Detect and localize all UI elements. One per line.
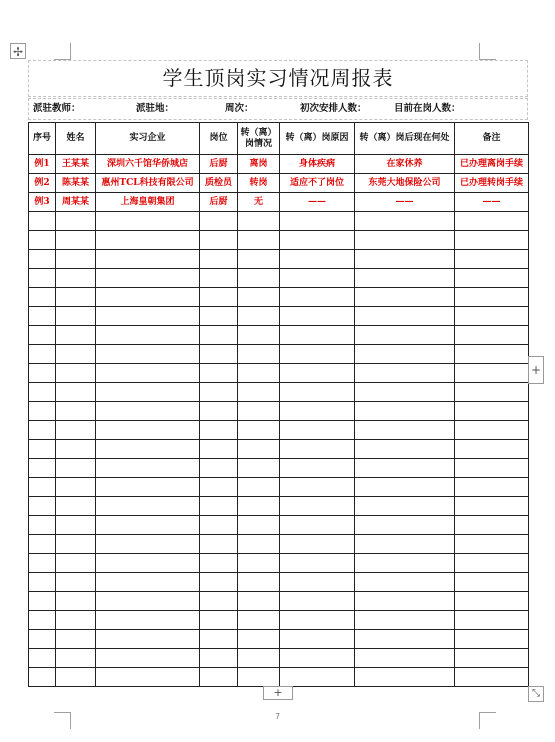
table-cell[interactable]: [29, 611, 56, 630]
table-cell[interactable]: [56, 478, 96, 497]
table-cell[interactable]: [200, 592, 238, 611]
table-cell[interactable]: [280, 421, 355, 440]
table-cell[interactable]: [96, 212, 200, 231]
table-cell[interactable]: [96, 630, 200, 649]
table-cell[interactable]: [56, 668, 96, 687]
table-cell[interactable]: [455, 364, 529, 383]
table-cell[interactable]: [238, 402, 280, 421]
table-cell[interactable]: [56, 326, 96, 345]
table-cell[interactable]: [280, 554, 355, 573]
table-cell[interactable]: [355, 611, 455, 630]
table-cell[interactable]: [355, 535, 455, 554]
table-cell[interactable]: [56, 402, 96, 421]
table-cell[interactable]: [56, 288, 96, 307]
table-cell[interactable]: [238, 516, 280, 535]
table-cell[interactable]: [96, 269, 200, 288]
table-cell[interactable]: [200, 383, 238, 402]
table-cell[interactable]: [238, 649, 280, 668]
table-cell[interactable]: [56, 611, 96, 630]
table-cell[interactable]: [280, 459, 355, 478]
table-row-example: [29, 193, 529, 212]
table-cell[interactable]: [29, 345, 56, 364]
table-cell[interactable]: [280, 516, 355, 535]
table-cell[interactable]: [355, 269, 455, 288]
table-cell[interactable]: 无: [238, 193, 280, 212]
table-cell[interactable]: [355, 459, 455, 478]
table-cell[interactable]: [29, 231, 56, 250]
table-cell[interactable]: [96, 649, 200, 668]
table-cell[interactable]: 已办理离岗手续: [455, 155, 529, 174]
table-cell[interactable]: [455, 383, 529, 402]
table-cell[interactable]: [455, 516, 529, 535]
table-cell[interactable]: [355, 326, 455, 345]
page-number: 7: [274, 712, 281, 721]
table-cell[interactable]: [56, 212, 96, 231]
table-cell[interactable]: [455, 611, 529, 630]
table-cell[interactable]: [455, 554, 529, 573]
table-cell[interactable]: [29, 421, 56, 440]
table-cell[interactable]: [355, 668, 455, 687]
table-row: [29, 345, 529, 364]
header-cell[interactable]: 序号: [29, 123, 56, 155]
table-cell[interactable]: 深圳六千馆华侨城店: [96, 155, 200, 174]
table-cell[interactable]: [200, 668, 238, 687]
table-cell[interactable]: [238, 345, 280, 364]
table-cell[interactable]: 质检员: [200, 174, 238, 193]
table-cell[interactable]: [280, 573, 355, 592]
table-cell[interactable]: [200, 421, 238, 440]
table-cell[interactable]: [280, 345, 355, 364]
table-cell[interactable]: [200, 497, 238, 516]
table-cell[interactable]: [455, 212, 529, 231]
table-cell[interactable]: [280, 326, 355, 345]
table-cell[interactable]: [96, 592, 200, 611]
table-cell[interactable]: [455, 326, 529, 345]
table-cell[interactable]: [200, 440, 238, 459]
table-cell[interactable]: [455, 535, 529, 554]
header-cell[interactable]: 备注: [455, 123, 529, 155]
table-cell[interactable]: 上海皇朝集团: [96, 193, 200, 212]
table-cell[interactable]: [355, 440, 455, 459]
table-cell[interactable]: [29, 573, 56, 592]
table-cell[interactable]: [280, 478, 355, 497]
header-cell[interactable]: 岗位: [200, 123, 238, 155]
table-cell[interactable]: [96, 402, 200, 421]
table-cell[interactable]: [56, 592, 96, 611]
table-cell[interactable]: [200, 554, 238, 573]
table-cell[interactable]: [29, 478, 56, 497]
table-cell[interactable]: [29, 668, 56, 687]
table-cell[interactable]: [56, 231, 96, 250]
table-cell[interactable]: [238, 611, 280, 630]
table-cell[interactable]: [355, 649, 455, 668]
table-cell[interactable]: [355, 383, 455, 402]
table-cell[interactable]: [355, 345, 455, 364]
table-cell[interactable]: [238, 535, 280, 554]
table-cell[interactable]: [455, 440, 529, 459]
table-cell[interactable]: [355, 592, 455, 611]
table-cell[interactable]: [29, 307, 56, 326]
table-cell[interactable]: [56, 630, 96, 649]
table-cell[interactable]: [280, 611, 355, 630]
table-cell[interactable]: [280, 231, 355, 250]
table-cell[interactable]: [355, 478, 455, 497]
table-cell[interactable]: [56, 497, 96, 516]
table-cell[interactable]: [96, 326, 200, 345]
table-cell[interactable]: [200, 516, 238, 535]
table-cell[interactable]: [238, 269, 280, 288]
table-row: [29, 630, 529, 649]
table-cell[interactable]: [56, 345, 96, 364]
table-row: [29, 554, 529, 573]
table-cell[interactable]: [355, 497, 455, 516]
table-cell[interactable]: [96, 345, 200, 364]
table-cell[interactable]: [96, 364, 200, 383]
table-cell[interactable]: [280, 630, 355, 649]
table-cell[interactable]: [455, 573, 529, 592]
table-row: [29, 288, 529, 307]
table-cell[interactable]: [280, 269, 355, 288]
table-cell[interactable]: 例1: [29, 155, 56, 174]
table-cell[interactable]: 已办理转岗手续: [455, 174, 529, 193]
table-cell[interactable]: [29, 554, 56, 573]
table-cell[interactable]: [29, 630, 56, 649]
table-cell[interactable]: [238, 554, 280, 573]
table-cell[interactable]: 东莞大地保险公司: [355, 174, 455, 193]
table-cell[interactable]: [355, 554, 455, 573]
table-cell[interactable]: [96, 668, 200, 687]
table-row: [29, 421, 529, 440]
table-cell[interactable]: [355, 402, 455, 421]
table-cell[interactable]: [200, 611, 238, 630]
table-cell[interactable]: [200, 288, 238, 307]
table-cell[interactable]: 惠州TCL科技有限公司: [96, 174, 200, 193]
table-cell[interactable]: [238, 307, 280, 326]
table-row: [29, 535, 529, 554]
table-cell[interactable]: [355, 250, 455, 269]
table-cell[interactable]: [355, 421, 455, 440]
table-cell[interactable]: [56, 269, 96, 288]
table-cell[interactable]: [355, 288, 455, 307]
table-cell[interactable]: 离岗: [238, 155, 280, 174]
table-cell[interactable]: 身体疾病: [280, 155, 355, 174]
table-cell[interactable]: [238, 668, 280, 687]
table-row: [29, 326, 529, 345]
table-cell[interactable]: [455, 668, 529, 687]
table-cell[interactable]: 后厨: [200, 193, 238, 212]
table-cell[interactable]: [200, 459, 238, 478]
table-cell[interactable]: [29, 535, 56, 554]
table-cell[interactable]: 王某某: [56, 155, 96, 174]
header-cell[interactable]: 转（离）岗后现在何处: [355, 123, 455, 155]
table-row: [29, 649, 529, 668]
table-cell[interactable]: [96, 288, 200, 307]
table-row: [29, 668, 529, 687]
table-cell[interactable]: [280, 668, 355, 687]
table-cell[interactable]: [96, 497, 200, 516]
table-cell[interactable]: [238, 440, 280, 459]
table-cell[interactable]: [280, 497, 355, 516]
table-cell[interactable]: [238, 326, 280, 345]
table-cell[interactable]: [96, 516, 200, 535]
table-cell[interactable]: [455, 630, 529, 649]
table-cell[interactable]: [280, 592, 355, 611]
table-move-handle-icon[interactable]: ✢: [10, 43, 26, 59]
table-cell[interactable]: [56, 516, 96, 535]
table-cell[interactable]: [29, 440, 56, 459]
table-cell[interactable]: [96, 459, 200, 478]
table-cell[interactable]: [455, 250, 529, 269]
table-row: [29, 516, 529, 535]
table-cell[interactable]: [96, 478, 200, 497]
table-cell[interactable]: [29, 497, 56, 516]
table-cell[interactable]: [200, 630, 238, 649]
add-column-button[interactable]: +: [528, 356, 544, 384]
table-row: [29, 212, 529, 231]
table-cell[interactable]: [238, 573, 280, 592]
table-cell[interactable]: [280, 212, 355, 231]
table-cell[interactable]: [355, 307, 455, 326]
table-row: [29, 231, 529, 250]
table-cell[interactable]: [280, 250, 355, 269]
table-cell[interactable]: [96, 554, 200, 573]
table-cell[interactable]: [96, 573, 200, 592]
table-cell[interactable]: [56, 535, 96, 554]
table-row-example: [29, 174, 529, 193]
table-cell[interactable]: [355, 212, 455, 231]
table-cell[interactable]: [455, 402, 529, 421]
table-cell[interactable]: [96, 250, 200, 269]
table-cell[interactable]: 例3: [29, 193, 56, 212]
add-row-button[interactable]: +: [263, 686, 293, 700]
table-cell[interactable]: [56, 459, 96, 478]
table-row: [29, 307, 529, 326]
table-cell[interactable]: [56, 364, 96, 383]
table-row: [29, 364, 529, 383]
document-title[interactable]: 学生顶岗实习情况周报表: [162, 66, 394, 90]
table-cell[interactable]: [96, 440, 200, 459]
info-week-label[interactable]: 周次：: [225, 103, 254, 114]
table-cell[interactable]: [238, 288, 280, 307]
table-cell[interactable]: 陈某某: [56, 174, 96, 193]
table-cell[interactable]: ——: [355, 193, 455, 212]
info-initial-count-label[interactable]: 初次安排人数：: [300, 103, 367, 114]
table-cell[interactable]: [238, 250, 280, 269]
header-cell[interactable]: 转（离）岗情况: [238, 123, 280, 155]
table-cell[interactable]: [200, 212, 238, 231]
table-cell[interactable]: [29, 250, 56, 269]
table-cell[interactable]: [238, 212, 280, 231]
table-cell[interactable]: [455, 307, 529, 326]
table-cell[interactable]: [200, 535, 238, 554]
table-cell[interactable]: [200, 269, 238, 288]
info-location-label[interactable]: 派驻地：: [136, 103, 175, 114]
table-cell[interactable]: [280, 364, 355, 383]
table-row: [29, 573, 529, 592]
table-cell[interactable]: [29, 364, 56, 383]
table-cell[interactable]: [200, 402, 238, 421]
table-cell[interactable]: ——: [455, 193, 529, 212]
table-cell[interactable]: [96, 307, 200, 326]
table-cell[interactable]: [29, 592, 56, 611]
table-cell[interactable]: [200, 250, 238, 269]
table-cell[interactable]: [238, 592, 280, 611]
table-cell[interactable]: [200, 478, 238, 497]
table-cell[interactable]: [355, 630, 455, 649]
table-cell[interactable]: [455, 592, 529, 611]
table-cell[interactable]: [29, 288, 56, 307]
table-cell[interactable]: [238, 383, 280, 402]
table-cell[interactable]: [280, 440, 355, 459]
table-cell[interactable]: [96, 611, 200, 630]
table-resize-icon[interactable]: ⤡: [528, 686, 544, 702]
table-cell[interactable]: 后厨: [200, 155, 238, 174]
table-cell[interactable]: [455, 269, 529, 288]
table-cell[interactable]: [200, 573, 238, 592]
table-cell[interactable]: [29, 459, 56, 478]
table-row: [29, 402, 529, 421]
crop-mark-top-right: [479, 43, 496, 60]
header-cell[interactable]: 实习企业: [96, 123, 200, 155]
table-cell[interactable]: [96, 535, 200, 554]
table-cell[interactable]: [96, 383, 200, 402]
table-cell[interactable]: [355, 231, 455, 250]
table-cell[interactable]: 在家休养: [355, 155, 455, 174]
table-cell[interactable]: [200, 231, 238, 250]
table-cell[interactable]: [200, 364, 238, 383]
table-cell[interactable]: [29, 649, 56, 668]
table-cell[interactable]: 例2: [29, 174, 56, 193]
table-cell[interactable]: [455, 649, 529, 668]
table-cell[interactable]: [56, 573, 96, 592]
table-cell[interactable]: [455, 421, 529, 440]
table-cell[interactable]: [455, 345, 529, 364]
table-cell[interactable]: [455, 231, 529, 250]
table-cell[interactable]: [280, 402, 355, 421]
table-cell[interactable]: [355, 573, 455, 592]
crop-mark-top-left: [54, 43, 71, 60]
table-row: [29, 250, 529, 269]
table-row: [29, 440, 529, 459]
table-row: [29, 497, 529, 516]
table-cell[interactable]: [280, 535, 355, 554]
table-cell[interactable]: [29, 326, 56, 345]
table-cell[interactable]: ——: [280, 193, 355, 212]
table-row-example: [29, 155, 529, 174]
table-cell[interactable]: [29, 516, 56, 535]
header-row: [29, 123, 529, 155]
table-row: [29, 478, 529, 497]
table-cell[interactable]: [96, 231, 200, 250]
table-cell[interactable]: [238, 231, 280, 250]
info-current-count-label[interactable]: 目前在岗人数：: [394, 103, 461, 114]
table-cell[interactable]: [238, 421, 280, 440]
table-cell[interactable]: [29, 269, 56, 288]
table-cell[interactable]: 周某某: [56, 193, 96, 212]
table-cell[interactable]: [455, 478, 529, 497]
table-row: [29, 269, 529, 288]
table-cell[interactable]: [238, 497, 280, 516]
table-cell[interactable]: [280, 307, 355, 326]
table-cell[interactable]: [455, 497, 529, 516]
table-cell[interactable]: [56, 250, 96, 269]
table-row: [29, 611, 529, 630]
table-cell[interactable]: [238, 630, 280, 649]
table-cell[interactable]: [56, 383, 96, 402]
table-cell[interactable]: [200, 649, 238, 668]
table-cell[interactable]: [200, 345, 238, 364]
table-cell[interactable]: [29, 383, 56, 402]
table-cell[interactable]: [455, 288, 529, 307]
info-teacher-label[interactable]: 派驻教师：: [33, 103, 81, 114]
table-cell[interactable]: [56, 554, 96, 573]
table-cell[interactable]: [355, 516, 455, 535]
table-cell[interactable]: [96, 421, 200, 440]
weekly-report-table[interactable]: [28, 122, 529, 687]
table-row: [29, 459, 529, 478]
table-cell[interactable]: [200, 307, 238, 326]
table-row: [29, 383, 529, 402]
table-cell[interactable]: [29, 212, 56, 231]
table-cell[interactable]: 适应不了岗位: [280, 174, 355, 193]
table-cell[interactable]: [56, 649, 96, 668]
header-cell[interactable]: 转（离）岗原因: [280, 123, 355, 155]
table-cell[interactable]: [280, 288, 355, 307]
table-cell[interactable]: [56, 307, 96, 326]
table-cell[interactable]: [355, 364, 455, 383]
table-cell[interactable]: [238, 364, 280, 383]
table-cell[interactable]: [56, 421, 96, 440]
header-cell[interactable]: 姓名: [56, 123, 96, 155]
table-cell[interactable]: [29, 402, 56, 421]
table-cell[interactable]: [56, 440, 96, 459]
table-cell[interactable]: [280, 649, 355, 668]
table-row: [29, 592, 529, 611]
table-cell[interactable]: [280, 383, 355, 402]
table-cell[interactable]: [200, 326, 238, 345]
table-cell[interactable]: 转岗: [238, 174, 280, 193]
table-cell[interactable]: [238, 459, 280, 478]
table-cell[interactable]: [238, 478, 280, 497]
table-cell[interactable]: [455, 459, 529, 478]
